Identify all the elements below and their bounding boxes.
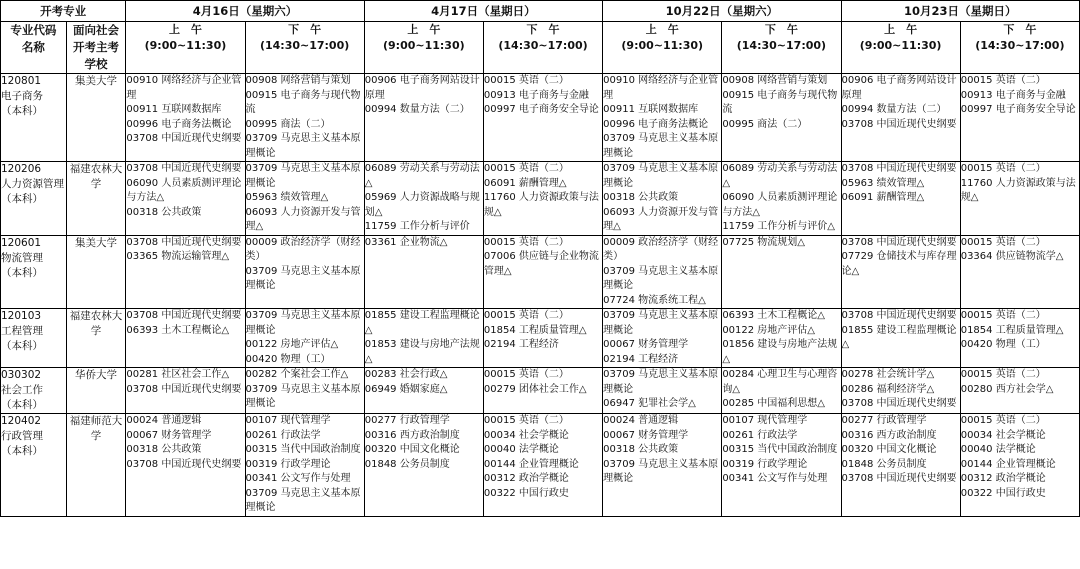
course-cell [960,235,1079,309]
course-line: 00910 网络经济与企业管理 [126,75,242,101]
header-school-line1: 面向社会 [73,23,120,37]
course-line: 00283 社会行政△ [364,369,448,380]
course-line: 03708 中国近现代史纲要 [841,473,957,484]
course-line: 00015 英语（二） [483,415,569,426]
course-line: 00320 中国文化概论 [364,444,460,455]
header-session-1 [126,22,245,74]
major-level: （本科） [1,105,43,117]
header-session-2 [245,22,364,74]
table-row [1,162,1080,236]
course-line: 00315 当代中国政治制度 [245,444,361,455]
major-level: （本科） [1,445,43,457]
major-code-cell [1,74,67,162]
course-line: 11759 工作分析与评价△ [722,221,835,232]
course-line: 00341 公文写作与处理 [245,473,351,484]
course-cell [722,414,841,517]
course-line: 07729 仓储技术与库存理论△ [841,251,957,277]
course-line: 00911 互联网数据库 [603,104,699,115]
course-line: 00312 政治学概论 [960,473,1046,484]
course-line: 00015 英语（二） [960,236,1046,248]
course-line: 00319 行政学理论 [722,458,808,470]
major-code: 120402 [1,415,42,427]
course-cell [126,74,245,162]
course-line: 01855 建设工程监理概论△ [364,310,480,336]
course-cell [841,368,960,414]
school-cell: 集美大学 [66,235,126,309]
course-cell [960,414,1079,517]
course-line: 11760 人力资源政策与法规△ [483,192,599,218]
course-line: 11759 工作分析与评价 [364,221,470,232]
course-line: 01856 建设与房地产法规△ [722,339,838,365]
course-line: 07006 供应链与企业物流管理△ [483,251,599,277]
header-session-6-name: 下 午 [764,23,798,36]
course-cell [603,162,722,236]
table-row [1,74,1080,162]
course-line: 00915 电子商务与现代物流 [245,89,361,115]
course-line: 02194 工程经济 [603,353,679,365]
header-row-dates [1,1,1080,22]
course-cell [364,368,483,414]
major-name: 人力资源管理 [1,178,64,190]
course-cell [722,162,841,236]
course-cell [603,309,722,368]
course-line: 06093 人力资源开发与管理△ [245,206,361,232]
course-line: 03709 马克思主义基本原理概论 [603,369,719,395]
course-line: 01848 公务员制度 [364,458,450,470]
course-cell [245,414,364,517]
header-session-8 [960,22,1079,74]
course-line: 00024 普通逻辑 [126,415,202,426]
course-line: 00277 行政管理学 [364,415,450,426]
header-major-code [1,22,67,74]
course-line: 00282 个案社会工作△ [245,369,349,380]
course-line: 00420 物理（工） [245,353,331,365]
table-row [1,235,1080,309]
course-line: 00312 政治学概论 [483,473,569,484]
course-cell [483,235,602,309]
major-name: 行政管理 [1,430,43,442]
course-line: 00034 社会学概论 [483,429,569,441]
course-line: 11760 人力资源政策与法规△ [960,177,1076,203]
course-cell [483,414,602,517]
course-line: 03361 企业物流△ [364,236,448,248]
course-line: 00009 政治经济学（财经类） [245,236,361,262]
school-cell: 福建师范大学 [66,414,126,517]
table-row [1,414,1080,517]
course-line: 00911 互联网数据库 [126,104,222,115]
major-code-cell [1,309,67,368]
course-cell [603,414,722,517]
course-line: 06089 劳动关系与劳动法△ [722,163,838,189]
course-cell [483,162,602,236]
header-session-5 [603,22,722,74]
course-cell [841,162,960,236]
school-cell: 福建农林大学 [66,162,126,236]
course-cell [245,162,364,236]
header-session-2-name: 下 午 [288,23,322,36]
course-line: 03708 中国近现代史纲要 [841,163,957,174]
course-line: 00995 商法（二） [245,118,331,130]
course-line: 00319 行政学理论 [245,458,331,470]
course-line: 00015 英语（二） [483,310,569,321]
course-cell [126,368,245,414]
course-line: 03708 中国近现代史纲要 [841,236,957,248]
course-line: 06093 人力资源开发与管理△ [603,206,719,232]
course-cell [245,309,364,368]
header-date-2: 4月17日（星期日） [364,1,602,22]
course-line: 00994 数量方法（二） [364,104,470,115]
course-line: 03364 供应链物流学△ [960,251,1064,262]
header-school-line3: 学校 [84,57,108,71]
course-line: 00280 西方社会学△ [960,383,1054,395]
course-cell [960,368,1079,414]
course-line: 00322 中国行政史 [960,487,1046,499]
course-line: 06090 人员素质测评理论与方法△ [722,192,838,218]
header-session-3-name: 上 午 [407,23,441,36]
course-cell [722,368,841,414]
course-line: 00015 英语（二） [483,236,569,248]
course-cell [603,368,722,414]
course-cell [126,309,245,368]
course-line: 00906 电子商务网站设计原理 [841,75,957,101]
course-cell [364,74,483,162]
course-line: 00996 电子商务法概论 [126,118,232,130]
course-line: 06091 薪酬管理△ [841,192,925,203]
header-session-6 [722,22,841,74]
course-line: 03709 马克思主义基本原理概论 [245,487,361,513]
course-line: 06947 犯罪社会学△ [603,398,696,409]
course-line: 00908 网络营销与策划 [245,75,351,86]
header-date-4: 10月23日（星期日） [841,1,1079,22]
header-school-line2: 开考主考 [73,40,120,54]
course-line: 00067 财务管理学 [126,429,212,441]
course-line: 00122 房地产评估△ [722,324,815,336]
header-date-3: 10月22日（星期六） [603,1,841,22]
header-session-3 [364,22,483,74]
course-line: 00067 财务管理学 [603,429,689,441]
course-cell [245,368,364,414]
course-line: 00281 社区社会工作△ [126,369,230,380]
course-line: 00341 公文写作与处理 [722,473,828,484]
course-line: 03708 中国近现代史纲要 [126,458,242,470]
course-line: 07725 物流规划△ [722,236,805,248]
course-line: 03708 中国近现代史纲要 [126,310,242,321]
course-line: 00315 当代中国政治制度 [722,444,838,455]
course-cell [483,74,602,162]
course-line: 00015 英语（二） [960,163,1046,174]
course-cell [364,235,483,309]
major-level: （本科） [1,340,43,352]
course-cell [364,309,483,368]
course-line: 06393 土木工程概论△ [722,310,825,321]
course-line: 01855 建设工程监理概论△ [841,324,957,350]
header-session-8-name: 下 午 [1003,23,1037,36]
course-line: 00322 中国行政史 [483,487,569,499]
course-cell [841,414,960,517]
course-line: 03709 马克思主义基本原理概论 [603,133,719,159]
course-line: 00261 行政法学 [722,429,798,441]
header-session-2-time: (14:30~17:00) [259,39,350,52]
major-code-cell [1,162,67,236]
header-major-code-line1: 专业代码 [10,23,57,37]
course-line: 00906 电子商务网站设计原理 [364,75,480,101]
major-level: （本科） [1,193,43,205]
course-line: 05963 绩效管理△ [245,192,329,203]
major-level: （本科） [1,266,43,279]
course-line: 03708 中国近现代史纲要 [126,163,242,174]
school-cell: 华侨大学 [66,368,126,414]
course-line: 01848 公务员制度 [841,458,927,470]
course-line: 00915 电子商务与现代物流 [722,89,838,115]
course-cell [126,235,245,309]
course-cell [841,74,960,162]
major-name: 电子商务 [1,90,43,102]
school-cell: 福建农林大学 [66,309,126,368]
header-session-7-time: (9:00~11:30) [859,39,942,52]
header-session-7-name: 上 午 [884,23,918,36]
course-line: 00144 企业管理概论 [960,458,1056,470]
course-line: 06949 婚姻家庭△ [364,383,448,395]
course-line: 03708 中国近现代史纲要 [841,398,957,409]
course-cell [722,235,841,309]
course-line: 02194 工程经济 [483,339,559,350]
course-line: 01853 建设与房地产法规△ [364,339,480,365]
course-cell [126,162,245,236]
course-line: 07724 物流系统工程△ [603,294,706,306]
major-code: 030302 [1,369,42,381]
course-line: 03708 中国近现代史纲要 [126,383,242,395]
major-name: 社会工作 [1,384,43,396]
major-code: 120601 [1,236,42,249]
header-session-8-time: (14:30~17:00) [975,39,1065,52]
course-line: 01854 工程质量管理△ [960,324,1064,336]
course-cell [722,309,841,368]
header-row-sessions [1,22,1080,74]
course-line: 05969 人力资源战略与规划△ [364,192,480,218]
course-line: 03709 马克思主义基本原理概论 [245,265,361,291]
header-session-5-time: (9:00~11:30) [621,39,704,52]
header-session-1-time: (9:00~11:30) [144,39,227,52]
major-name: 工程管理 [1,325,43,337]
course-line: 00996 电子商务法概论 [603,118,709,130]
major-code-cell [1,235,67,309]
course-line: 00318 公共政策 [126,206,202,218]
course-line: 01854 工程质量管理△ [483,324,587,336]
course-line: 00997 电子商务安全导论 [483,104,599,115]
course-line: 00997 电子商务安全导论 [960,104,1076,115]
course-cell [603,74,722,162]
course-line: 00278 社会统计学△ [841,369,935,380]
header-session-3-time: (9:00~11:30) [383,39,465,52]
course-line: 03709 马克思主义基本原理概论 [245,133,361,159]
header-session-5-name: 上 午 [645,23,679,36]
course-line: 00015 英语（二） [483,369,569,380]
course-cell [364,414,483,517]
course-line: 00318 公共政策 [603,192,679,203]
course-line: 00277 行政管理学 [841,415,927,426]
course-cell [960,74,1079,162]
course-line: 03709 马克思主义基本原理概论 [245,310,361,336]
header-session-1-name: 上 午 [168,23,202,36]
course-line: 00015 英语（二） [960,415,1046,426]
course-cell [722,74,841,162]
course-line: 00015 英语（二） [483,75,569,86]
course-cell [841,235,960,309]
course-line: 03708 中国近现代史纲要 [126,236,242,248]
table-row [1,309,1080,368]
course-line: 00994 数量方法（二） [841,104,947,115]
course-line: 03709 马克思主义基本原理概论 [603,163,719,189]
course-line: 00015 英语（二） [960,310,1046,321]
course-line: 03709 马克思主义基本原理概论 [603,310,719,336]
course-line: 03709 马克思主义基本原理概论 [603,265,719,291]
course-line: 03709 马克思主义基本原理概论 [245,383,361,409]
course-cell [960,309,1079,368]
header-session-4 [483,22,602,74]
course-line: 00913 电子商务与金融 [960,89,1066,101]
major-name: 物流管理 [1,251,43,264]
header-open-major: 开考专业 [1,1,126,22]
course-line: 00024 普通逻辑 [603,415,679,426]
course-cell [960,162,1079,236]
course-line: 00318 公共政策 [126,444,202,455]
course-line: 06090 人员素质测评理论与方法△ [126,177,242,203]
course-line: 00107 现代管理学 [245,415,331,426]
course-cell [483,309,602,368]
course-line: 03709 马克思主义基本原理概论 [245,163,361,189]
course-line: 06091 薪酬管理△ [483,177,567,189]
course-line: 00015 英语（二） [960,75,1046,86]
exam-schedule-body [1,74,1080,517]
header-date-1: 4月16日（星期六） [126,1,364,22]
course-line: 00286 福利经济学△ [841,383,935,395]
course-line: 05963 绩效管理△ [841,177,925,189]
major-code: 120206 [1,163,42,175]
course-line: 00910 网络经济与企业管理 [603,75,719,101]
course-line: 00284 心理卫生与心理咨询△ [722,369,838,395]
course-line: 00122 房地产评估△ [245,339,339,350]
course-line: 03708 中国近现代史纲要 [841,118,957,130]
course-line: 00318 公共政策 [603,444,679,455]
course-line: 03708 中国近现代史纲要 [126,133,242,144]
course-cell [126,414,245,517]
course-line: 00995 商法（二） [722,118,808,130]
course-line: 00913 电子商务与金融 [483,89,589,101]
course-cell [245,74,364,162]
header-session-4-time: (14:30~17:00) [498,39,588,52]
course-line: 00316 西方政治制度 [841,429,937,441]
major-code: 120801 [1,75,42,87]
course-cell [841,309,960,368]
major-code-cell [1,368,67,414]
course-line: 00908 网络营销与策划 [722,75,828,86]
header-session-6-time: (14:30~17:00) [736,39,827,52]
header-school [66,22,126,74]
header-session-7 [841,22,960,74]
table-row [1,368,1080,414]
major-code: 120103 [1,310,42,322]
course-line: 00040 法学概论 [960,444,1036,455]
course-cell [483,368,602,414]
header-session-4-name: 下 午 [526,23,560,36]
course-line: 00067 财务管理学 [603,339,689,350]
course-line: 00420 物理（工） [960,339,1046,350]
course-line: 06393 土木工程概论△ [126,324,230,336]
header-major-code-line2: 名称 [21,40,45,54]
course-line: 00144 企业管理概论 [483,458,579,470]
school-cell: 集美大学 [66,74,126,162]
course-cell [603,235,722,309]
course-line: 00034 社会学概论 [960,429,1046,441]
course-cell [364,162,483,236]
course-line: 00285 中国福利思想△ [722,398,825,409]
course-line: 00009 政治经济学（财经类） [603,236,719,262]
course-line: 03708 中国近现代史纲要 [841,310,957,321]
major-code-cell [1,414,67,517]
course-cell [245,235,364,309]
course-line: 00279 团体社会工作△ [483,383,587,395]
course-line: 00316 西方政治制度 [364,429,460,441]
major-level: （本科） [1,399,43,411]
course-line: 00261 行政法学 [245,429,321,441]
course-line: 00320 中国文化概论 [841,444,937,455]
course-line: 00040 法学概论 [483,444,559,455]
course-line: 00107 现代管理学 [722,415,808,426]
course-line: 03709 马克思主义基本原理概论 [603,458,719,484]
course-line: 00015 英语（二） [960,369,1046,380]
course-line: 00015 英语（二） [483,163,569,174]
course-line: 06089 劳动关系与劳动法△ [364,163,480,189]
course-line: 03365 物流运输管理△ [126,251,230,262]
